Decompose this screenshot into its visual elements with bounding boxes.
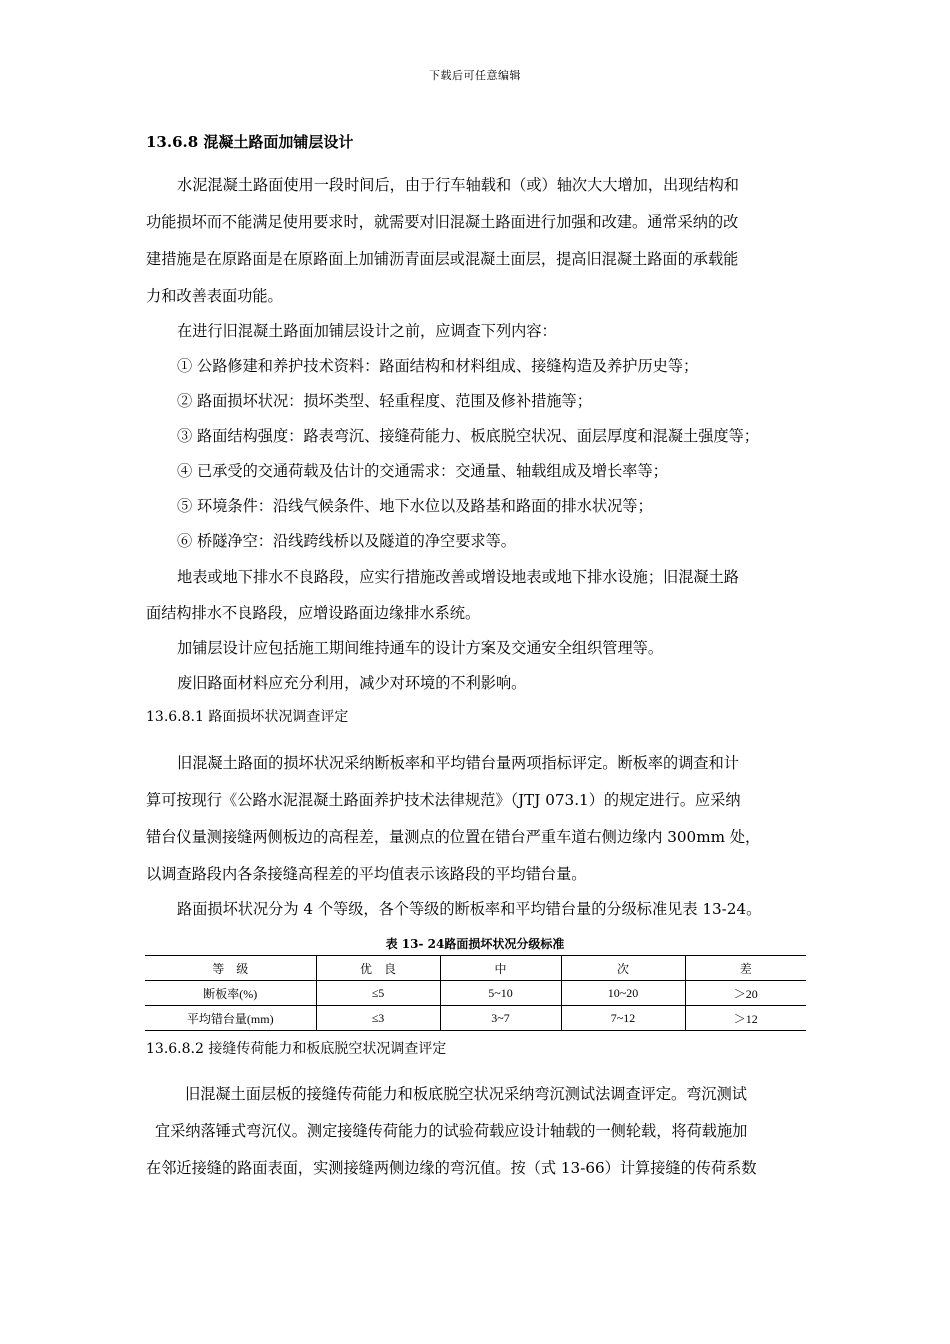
survey-intro: 在进行旧混凝土路面加铺层设计之前，应调查下列内容： bbox=[177, 322, 557, 340]
table-cell: 3~7 bbox=[440, 1006, 561, 1031]
sub1-line: 以调查路段内各条接缝高程差的平均值表示该路段的平均错台量。 bbox=[146, 865, 587, 883]
table-caption: 表 13- 24路面损坏状况分级标准 bbox=[385, 937, 565, 951]
table-cell: ＞12 bbox=[685, 1006, 806, 1031]
intro-line: 功能损坏而不能满足使用要求时，就需要对旧混凝土路面进行加强和改建。通常采纳的改 bbox=[146, 213, 739, 231]
sub2-line: 在邻近接缝的路面表面，实测接缝两侧边缘的弯沉值。按（式 13-66）计算接缝的传荷系数 bbox=[146, 1159, 757, 1177]
survey-item: ③ 路面结构强度：路表弯沉、接缝荷能力、板底脱空状况、面层厚度和混凝土强度等； bbox=[177, 427, 759, 445]
table-cell: 平均错台量(mm) bbox=[145, 1006, 316, 1031]
survey-item: ④ 已承受的交通荷载及估计的交通需求：交通量、轴载组成及增长率等； bbox=[177, 462, 668, 480]
grade-description: 路面损坏状况分为 4 个等级，各个等级的断板率和平均错台量的分级标准见表 13-24。 bbox=[177, 900, 762, 918]
table-cell: ＞20 bbox=[685, 981, 806, 1006]
traffic-paragraph: 加铺层设计应包括施工期间维持通车的设计方案及交通安全组织管理等。 bbox=[177, 639, 663, 657]
survey-item: ② 路面损坏状况：损坏类型、轻重程度、范围及修补措施等； bbox=[177, 392, 592, 410]
recycle-paragraph: 废旧路面材料应充分利用，减少对环境的不利影响。 bbox=[177, 674, 527, 692]
table-header-cell: 等 级 bbox=[145, 956, 316, 981]
table-header-cell: 差 bbox=[685, 956, 806, 981]
sub2-line: 宜采纳落锤式弯沉仪。测定接缝传荷能力的试验荷载应设计轴载的一侧轮载，将荷载施加 bbox=[155, 1122, 748, 1140]
intro-line: 建措施是在原路面是在原路面上加铺沥青面层或混凝土面层，提高旧混凝土路面的承载能 bbox=[146, 250, 739, 268]
table-header-cell: 优 良 bbox=[316, 956, 440, 981]
intro-line: 水泥混凝土路面使用一段时间后，由于行车轴载和（或）轴次大大增加，出现结构和 bbox=[177, 176, 739, 194]
table-cell: ≤3 bbox=[316, 1006, 440, 1031]
damage-grade-table bbox=[145, 955, 806, 1031]
survey-item: ① 公路修建和养护技术资料：路面结构和材料组成、接缝构造及养护历史等； bbox=[177, 357, 699, 375]
drainage-line: 地表或地下排水不良路段，应实行措施改善或增设地表或地下排水设施；旧混凝土路 bbox=[177, 568, 739, 586]
table-cell: 5~10 bbox=[440, 981, 561, 1006]
sub1-line: 算可按现行《公路水泥混凝土路面养护技术法律规范》（JTJ 073.1）的规定进行。应采纳 bbox=[146, 791, 741, 809]
table-header-row bbox=[145, 956, 806, 981]
sub1-line: 旧混凝土路面的损坏状况采纳断板率和平均错台量两项指标评定。断板率的调查和计 bbox=[177, 754, 739, 772]
survey-item: ⑥ 桥隧净空：沿线跨线桥以及隧道的净空要求等。 bbox=[177, 532, 516, 550]
subsection-title: 13.6.8.1 路面损坏状况调查评定 bbox=[146, 709, 349, 725]
drainage-line: 面结构排水不良路段，应增设路面边缘排水系统。 bbox=[146, 604, 481, 622]
table-row bbox=[145, 1006, 806, 1031]
subsection-title: 13.6.8.2 接缝传荷能力和板底脱空状况调查评定 bbox=[146, 1041, 447, 1057]
table-cell: 断板率(%) bbox=[145, 981, 316, 1006]
table-header-cell: 次 bbox=[561, 956, 685, 981]
section-title: 13.6.8 混凝土路面加铺层设计 bbox=[146, 133, 354, 151]
intro-line: 力和改善表面功能。 bbox=[146, 287, 283, 305]
sub1-line: 错台仪量测接缝两侧板边的高程差，量测点的位置在错台严重车道右侧边缘内 300mm 处， bbox=[146, 828, 761, 846]
sub2-line: 旧混凝土面层板的接缝传荷能力和板底脱空状况采纳弯沉测试法调查评定。弯沉测试 bbox=[185, 1085, 747, 1103]
table-row bbox=[145, 981, 806, 1006]
survey-item: ⑤ 环境条件：沿线气候条件、地下水位以及路基和路面的排水状况等； bbox=[177, 497, 653, 515]
table-cell: ≤5 bbox=[316, 981, 440, 1006]
table-cell: 10~20 bbox=[561, 981, 685, 1006]
page-header: 下载后可任意编辑 bbox=[429, 69, 521, 82]
table-cell: 7~12 bbox=[561, 1006, 685, 1031]
table-header-cell: 中 bbox=[440, 956, 561, 981]
